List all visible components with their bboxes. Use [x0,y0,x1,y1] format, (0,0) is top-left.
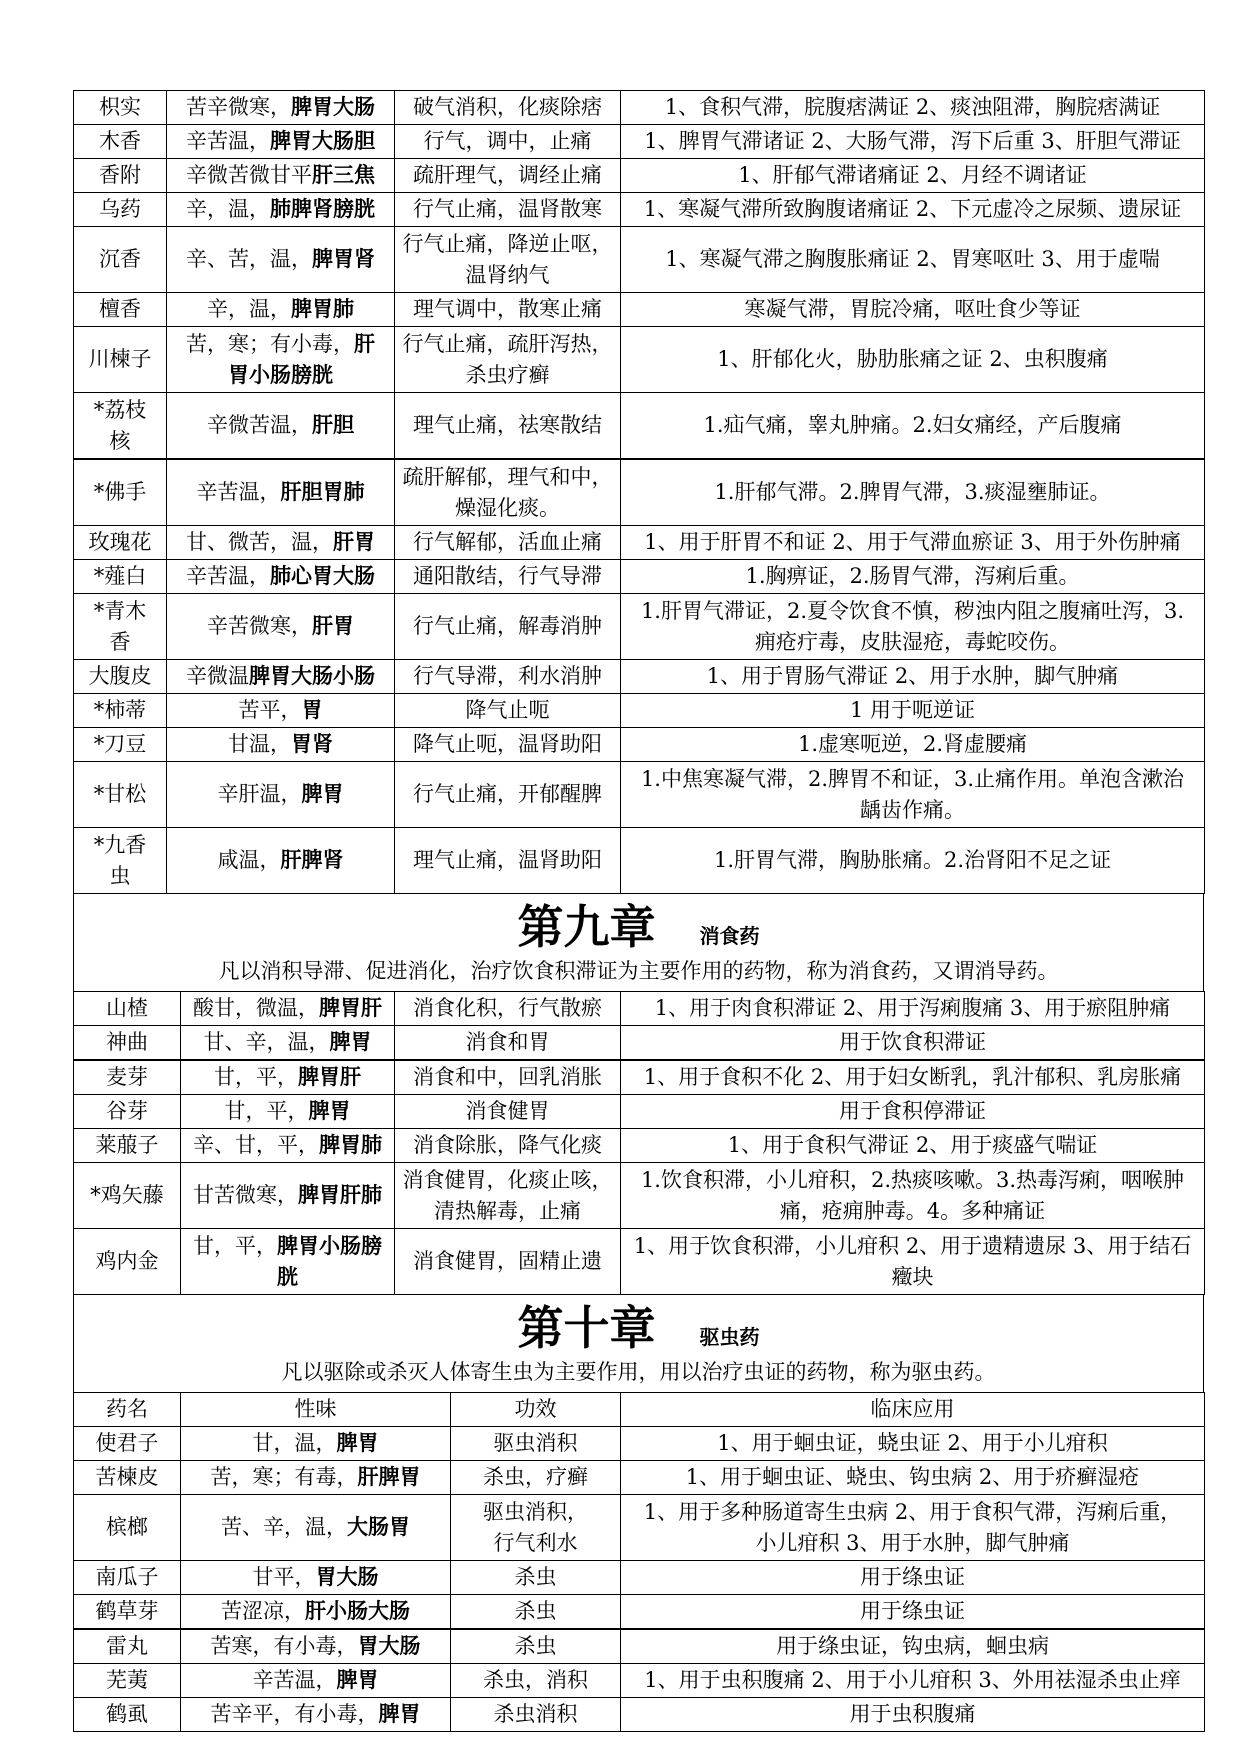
taste-text: 辛微苦微甘平 [186,163,312,187]
taste-text: 苦，寒；有毒， [210,1465,358,1489]
effect-cell: 消食健胃，固精止遗 [395,1229,621,1295]
taste-text: 咸温， [217,848,281,872]
property-cell [181,1026,395,1061]
effect-cell: 理气止痛，祛寒散结 [395,393,621,460]
property-cell [167,560,395,594]
herb-name: 南瓜子 [74,1561,181,1595]
herb-name: 神曲 [74,1026,181,1061]
meridian-text: 脾胃 [336,1668,379,1692]
herb-row [74,227,1205,293]
effect-cell: 行气导滞，利水消肿 [395,660,621,694]
herb-row [74,1664,1205,1698]
taste-text: 辛肝温， [217,782,302,806]
herb-name: 雷丸 [74,1629,181,1664]
taste-text: 甘苦微寒， [193,1183,298,1207]
taste-text: 辛，温， [186,197,270,221]
herb-table-chapter-10 [73,1392,1205,1732]
herb-row [74,1229,1205,1295]
clinical-use-cell: 用于食积停滞证 [621,1095,1205,1129]
herb-row [74,1495,1205,1561]
taste-text: 甘、微苦，温， [186,530,333,554]
property-cell [181,992,395,1026]
meridian-text: 脾胃 [329,1030,372,1054]
herb-name: 鹤草芽 [74,1595,181,1630]
property-cell [181,1698,451,1732]
meridian-text: 肺心胃大肠 [270,564,375,588]
clinical-use-cell: 1 用于呃逆证 [621,694,1205,728]
taste-text: 甘温， [228,732,291,756]
clinical-use-cell: 1.肝胃气滞证，2.夏令饮食不慎，秽浊内阻之腹痛吐泻，3. 痈疮疔毒，皮肤湿疮，毒蛇咬伤。 [621,594,1205,660]
effect-cell: 行气解郁，活血止痛 [395,526,621,560]
property-cell [181,1595,451,1630]
property-cell [167,91,395,125]
effect-cell: 理气止痛，温肾助阳 [395,828,621,894]
effect-cell: 消食除胀，降气化痰 [395,1129,621,1163]
clinical-use-cell: 1、用于蛔虫证，蛲虫证 2、用于小儿疳积 [621,1427,1205,1461]
chapter-title-line [74,894,1203,952]
herb-name: 檀香 [74,293,167,327]
meridian-text: 胃大肠 [315,1565,379,1589]
herb-name: *青木 香 [74,594,167,660]
meridian-text: 肝胆胃肺 [280,480,365,504]
herb-document-page [73,90,1204,1732]
herb-row [74,828,1205,894]
herb-row [74,159,1205,193]
herb-name: 玫瑰花 [74,526,167,560]
clinical-use-cell: 用于饮食积滞证 [621,1026,1205,1061]
herb-name: 木香 [74,125,167,159]
taste-text: 辛微温 [186,664,249,688]
herb-name: 川楝子 [74,327,167,393]
taste-text: 甘，温， [252,1431,337,1455]
taste-text: 苦辛微寒， [186,95,291,119]
clinical-use-cell: 1、用于肝胃不和证 2、用于气滞血瘀证 3、用于外伤肿痛 [621,526,1205,560]
herb-row [74,728,1205,762]
column-header-property: 性味 [181,1393,451,1427]
property-cell [181,1229,395,1295]
herb-name: 使君子 [74,1427,181,1461]
property-cell [181,1561,451,1595]
herb-row [74,1129,1205,1163]
herb-name: 莱菔子 [74,1129,181,1163]
meridian-text: 脾胃肾 [312,247,375,271]
chapter-9-header [73,893,1204,992]
clinical-use-cell: 1、用于胃肠气滞证 2、用于水肿，脚气肿痛 [621,660,1205,694]
property-cell [181,1129,395,1163]
clinical-use-cell: 1、用于食积气滞证 2、用于痰盛气喘证 [621,1129,1205,1163]
clinical-use-cell: 1、用于食积不化 2、用于妇女断乳，乳汁郁积、乳房胀痛 [621,1060,1205,1095]
taste-text: 辛苦温， [196,480,281,504]
meridian-text: 脾胃大肠小肠 [249,664,375,688]
herb-row [74,1698,1205,1732]
clinical-use-cell: 用于绦虫证 [621,1561,1205,1595]
property-cell [181,1629,451,1664]
taste-text: 辛苦温， [186,564,270,588]
herb-name: 乌药 [74,193,167,227]
property-cell [181,1461,451,1495]
effect-cell: 行气止痛，温肾散寒 [395,193,621,227]
effect-cell: 杀虫消积 [451,1698,621,1732]
property-cell [181,1495,451,1561]
taste-text: 苦涩凉， [221,1599,305,1623]
taste-text: 辛、苦，温， [186,247,312,271]
chapter-title: 第九章 [517,900,656,954]
effect-cell: 理气调中，散寒止痛 [395,293,621,327]
meridian-text: 脾胃肝肺 [298,1183,382,1207]
chapter-intro: 凡以驱除或杀灭人体寄生虫为主要作用，用以治疗虫证的药物，称为驱虫药。 [281,1360,996,1384]
meridian-text: 脾胃 [336,1431,379,1455]
clinical-use-cell: 1、用于肉食积滞证 2、用于泻痢腹痛 3、用于瘀阻肿痛 [621,992,1205,1026]
meridian-text: 肝脾胃 [357,1465,421,1489]
meridian-text: 脾胃肝 [319,996,382,1020]
property-cell [167,762,395,828]
taste-text: 酸甘，微温， [193,996,319,1020]
taste-text: 甘，平， [214,1065,298,1089]
property-cell [181,1427,451,1461]
herb-name: *刀豆 [74,728,167,762]
taste-text: 甘平， [252,1565,316,1589]
clinical-use-cell: 1、脾胃气滞诸证 2、大肠气滞，泻下后重 3、肝胆气滞证 [621,125,1205,159]
clinical-use-cell: 1.胸痹证，2.肠胃气滞，泻痢后重。 [621,560,1205,594]
meridian-text: 肝三焦 [312,163,375,187]
herb-row [74,1595,1205,1630]
effect-cell: 疏肝理气，调经止痛 [395,159,621,193]
property-cell [181,1664,451,1698]
effect-cell: 杀虫 [451,1561,621,1595]
effect-cell: 消食化积，行气散瘀 [395,992,621,1026]
herb-row [74,125,1205,159]
herb-table-previous-chapter [73,90,1205,894]
chapter-subtitle: 驱虫药 [699,1325,760,1349]
property-cell [167,694,395,728]
taste-text: 苦平， [238,698,302,722]
clinical-use-cell: 1、寒凝气滞所致胸腹诸痛证 2、下元虚冷之尿频、遗尿证 [621,193,1205,227]
effect-cell: 驱虫消积， 行气利水 [451,1495,621,1561]
clinical-use-cell: 1.疝气痛，睾丸肿痛。2.妇女痛经，产后腹痛 [621,393,1205,460]
meridian-text: 肝胆 [312,413,354,437]
meridian-text: 肝胃 [333,530,375,554]
property-cell [167,193,395,227]
column-header-effect: 功效 [451,1393,621,1427]
herb-row [74,992,1205,1026]
herb-row [74,1561,1205,1595]
effect-cell: 行气止痛，疏肝泻热， 杀虫疗癣 [395,327,621,393]
herb-table-chapter-9 [73,991,1205,1295]
clinical-use-cell: 1、用于蛔虫证、蛲虫、钩虫病 2、用于疥癣湿疮 [621,1461,1205,1495]
clinical-use-cell: 用于虫积腹痛 [621,1698,1205,1732]
herb-name: *佛手 [74,459,167,526]
herb-name: 麦芽 [74,1060,181,1095]
meridian-text: 肝 胃小肠膀胱 [228,331,375,387]
column-header-name: 药名 [74,1393,181,1427]
effect-cell: 通阳散结，行气导滞 [395,560,621,594]
clinical-use-cell: 1.饮食积滞，小儿疳积，2.热痰咳嗽。3.热毒泻痢，咽喉肿 痛，疮痈肿毒。4。多种痛证 [621,1163,1205,1229]
chapter-title-line [74,1295,1203,1353]
herb-row [74,327,1205,393]
taste-text: 甘、辛，温， [203,1030,330,1054]
chapter-title: 第十章 [517,1301,656,1355]
herb-row [74,694,1205,728]
effect-cell: 行气，调中，止痛 [395,125,621,159]
meridian-text: 肝脾肾 [280,848,344,872]
herb-name: *鸡矢藤 [74,1163,181,1229]
meridian-text: 胃肾 [291,732,333,756]
herb-row [74,660,1205,694]
herb-row [74,1461,1205,1495]
meridian-text: 肝小肠大肠 [305,1599,410,1623]
taste-text: 辛苦温， [186,129,270,153]
property-cell [167,159,395,193]
herb-row [74,1163,1205,1229]
property-cell [181,1060,395,1095]
clinical-use-cell: 寒凝气滞，胃脘冷痛，呕吐食少等证 [621,293,1205,327]
effect-cell: 疏肝解郁，理气和中， 燥湿化痰。 [395,459,621,526]
effect-cell: 行气止痛，开郁醒脾 [395,762,621,828]
herb-name: 山楂 [74,992,181,1026]
herb-row [74,762,1205,828]
meridian-text: 脾胃大肠胆 [270,129,375,153]
meridian-text: 脾胃肺 [291,297,354,321]
herb-name: 鸡内金 [74,1229,181,1295]
clinical-use-cell: 1.肝胃气滞，胸胁胀痛。2.治肾阳不足之证 [621,828,1205,894]
chapter-10-header [73,1294,1204,1393]
property-cell [167,594,395,660]
herb-row [74,1095,1205,1129]
clinical-use-cell: 1、肝郁化火，胁肋胀痛之证 2、虫积腹痛 [621,327,1205,393]
herb-name: 芜荑 [74,1664,181,1698]
taste-text: 苦寒，有小毒， [210,1634,358,1658]
effect-cell: 降气止呃，温肾助阳 [395,728,621,762]
meridian-text: 肝胃 [312,614,354,638]
meridian-text: 脾胃肝 [298,1065,361,1089]
chapter-intro: 凡以消积导滞、促进消化，治疗饮食积滞证为主要作用的药物，称为消食药，又谓消导药。 [218,959,1059,983]
herb-name: 大腹皮 [74,660,167,694]
herb-name: *荔枝 核 [74,393,167,460]
clinical-use-cell: 1、用于多种肠道寄生虫病 2、用于食积气滞，泻痢后重， 小儿疳积 3、用于水肿，脚气肿痛 [621,1495,1205,1561]
meridian-text: 脾胃肺 [319,1133,382,1157]
meridian-text: 胃大肠 [357,1634,421,1658]
herb-row [74,293,1205,327]
meridian-text: 脾胃 [378,1702,421,1726]
meridian-text: 脾胃小肠膀 胱 [277,1233,382,1289]
property-cell [167,828,395,894]
herb-row [74,91,1205,125]
effect-cell: 驱虫消积 [451,1427,621,1461]
herb-row [74,1427,1205,1461]
effect-cell: 杀虫，消积 [451,1664,621,1698]
meridian-text: 脾胃大肠 [291,95,375,119]
clinical-use-cell: 1、用于饮食积滞，小儿疳积 2、用于遗精遗尿 3、用于结石 癥块 [621,1229,1205,1295]
herb-name: 鹤虱 [74,1698,181,1732]
meridian-text: 肺脾肾膀胱 [270,197,375,221]
herb-row [74,1026,1205,1061]
property-cell [167,227,395,293]
property-cell [167,459,395,526]
herb-name: 香附 [74,159,167,193]
taste-text: 甘，平， [224,1099,309,1123]
herb-row [74,459,1205,526]
meridian-text: 脾胃 [308,1099,351,1123]
clinical-use-cell: 用于绦虫证，钩虫病，蛔虫病 [621,1629,1205,1664]
clinical-use-cell: 1、用于虫积腹痛 2、用于小儿疳积 3、外用祛湿杀虫止痒 [621,1664,1205,1698]
property-cell [181,1163,395,1229]
clinical-use-cell: 1.中焦寒凝气滞，2.脾胃不和证，3.止痛作用。单泡含漱治 龋齿作痛。 [621,762,1205,828]
column-header-use: 临床应用 [621,1393,1205,1427]
property-cell [167,327,395,393]
effect-cell: 杀虫，疗癣 [451,1461,621,1495]
effect-cell: 消食健胃 [395,1095,621,1129]
effect-cell: 消食和中，回乳消胀 [395,1060,621,1095]
clinical-use-cell: 1.肝郁气滞。2.脾胃气滞，3.痰湿壅肺证。 [621,459,1205,526]
herb-name: 槟榔 [74,1495,181,1561]
effect-cell: 消食和胃 [395,1026,621,1061]
herb-name: *柿蒂 [74,694,167,728]
herb-row [74,594,1205,660]
effect-cell: 降气止呃 [395,694,621,728]
taste-text: 苦辛平，有小毒， [210,1702,379,1726]
taste-text: 辛微苦温， [207,413,312,437]
herb-row [74,526,1205,560]
property-cell [167,728,395,762]
herb-name: *九香 虫 [74,828,167,894]
clinical-use-cell: 1、食积气滞，脘腹痞满证 2、痰浊阻滞，胸脘痞满证 [621,91,1205,125]
effect-cell: 破气消积，化痰除痞 [395,91,621,125]
property-cell [167,293,395,327]
effect-cell: 杀虫 [451,1629,621,1664]
taste-text: 辛苦温， [252,1668,337,1692]
clinical-use-cell: 1、寒凝气滞之胸腹胀痛证 2、胃寒呕吐 3、用于虚喘 [621,227,1205,293]
property-cell [167,125,395,159]
clinical-use-cell: 1.虚寒呃逆，2.肾虚腰痛 [621,728,1205,762]
herb-row [74,393,1205,460]
property-cell [167,526,395,560]
taste-text: 苦，寒；有小毒， [186,331,354,356]
herb-row [74,193,1205,227]
taste-text: 辛，温， [207,297,291,321]
taste-text: 苦、辛，温， [221,1515,347,1539]
property-cell [181,1095,395,1129]
herb-name: 枳实 [74,91,167,125]
effect-cell: 杀虫 [451,1595,621,1630]
herb-name: 沉香 [74,227,167,293]
herb-row [74,1060,1205,1095]
effect-cell: 行气止痛，解毒消肿 [395,594,621,660]
herb-row [74,1629,1205,1664]
taste-text: 辛、甘，平， [193,1133,319,1157]
property-cell [167,393,395,460]
herb-row [74,560,1205,594]
herb-name: 苦楝皮 [74,1461,181,1495]
chapter-subtitle: 消食药 [699,924,760,948]
table-header-row [74,1393,1205,1427]
clinical-use-cell: 1、肝郁气滞诸痛证 2、月经不调诸证 [621,159,1205,193]
property-cell [167,660,395,694]
herb-name: *甘松 [74,762,167,828]
herb-name: 谷芽 [74,1095,181,1129]
clinical-use-cell: 用于绦虫证 [621,1595,1205,1630]
effect-cell: 行气止痛，降逆止呕， 温肾纳气 [395,227,621,293]
taste-text: 甘，平， [193,1233,277,1258]
taste-text: 辛苦微寒， [207,614,312,638]
herb-name: *薤白 [74,560,167,594]
effect-cell: 消食健胃，化痰止咳， 清热解毒，止痛 [395,1163,621,1229]
meridian-text: 大肠胃 [347,1515,410,1539]
meridian-text: 胃 [301,698,323,722]
meridian-text: 脾胃 [301,782,344,806]
